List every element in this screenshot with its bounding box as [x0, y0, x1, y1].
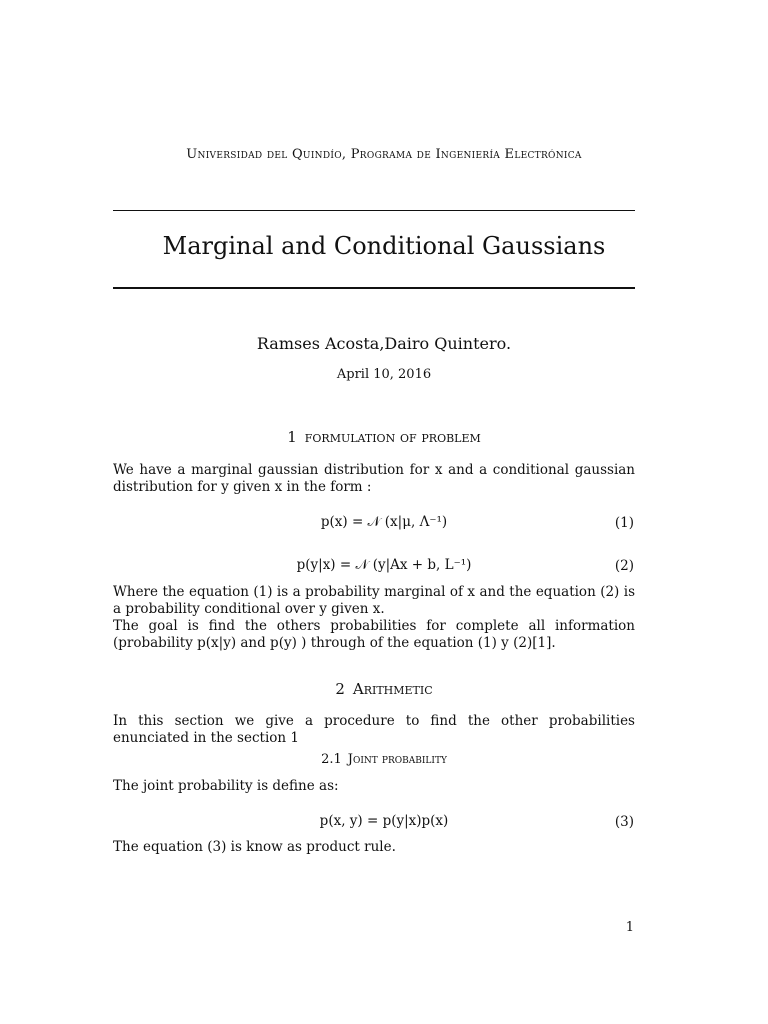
subsection-2-1-title: Joint probability	[347, 752, 447, 767]
page-number: 1	[625, 920, 634, 935]
section-2-heading	[0, 680, 768, 698]
section-1-paragraph-1: We have a marginal gaussian distribution for x and a conditional gaussian distribution for y given x in the form :	[113, 462, 635, 495]
equation-1: p(x) = 𝒩 (x|μ, Λ⁻¹)	[320, 514, 448, 530]
section-1-paragraph-2-line-2: The goal is find the others probabilities for complete all information (probability p(x|y) and p(y) ) through of the equation (1) y (2)[1].	[113, 618, 635, 651]
section-1-title: formulation of problem	[304, 428, 481, 446]
date: April 10, 2016	[336, 367, 432, 382]
subsection-2-1-paragraph-1: The joint probability is define as:	[113, 778, 339, 794]
authors: Ramses Acosta,Dairo Quintero.	[256, 334, 512, 353]
running-header: Universidad del Quindío, Programa de Ingeniería Electrónica	[186, 147, 582, 162]
section-2-paragraph-1: In this section we give a procedure to find the other probabilities enunciated in the section 1	[113, 713, 635, 746]
section-1-paragraph-2-line-1: Where the equation (1) is a probability marginal of x and the equation (2) is a probability conditional over y given x.	[113, 584, 635, 617]
equation-3-number: (3)	[614, 814, 634, 830]
section-1-heading	[0, 428, 768, 446]
section-2-title: Arithmetic	[352, 680, 433, 698]
paper-title: Marginal and Conditional Gaussians	[162, 232, 606, 260]
title-rule-top	[113, 210, 635, 211]
equation-3: p(x, y) = p(y|x)p(x)	[319, 813, 449, 829]
equation-1-number: (1)	[614, 515, 634, 531]
subsection-2-1-paragraph-2: The equation (3) is know as product rule.	[113, 839, 396, 855]
title-rule-bottom	[113, 287, 635, 289]
subsection-2-1-heading	[0, 752, 768, 767]
section-1-number: 1	[287, 428, 297, 446]
equation-2: p(y|x) = 𝒩 (y|Ax + b, L⁻¹)	[296, 557, 472, 573]
section-2-number: 2	[335, 680, 345, 698]
equation-2-number: (2)	[614, 558, 634, 574]
section-1-paragraph-2	[113, 584, 635, 652]
subsection-2-1-number: 2.1	[321, 752, 342, 767]
